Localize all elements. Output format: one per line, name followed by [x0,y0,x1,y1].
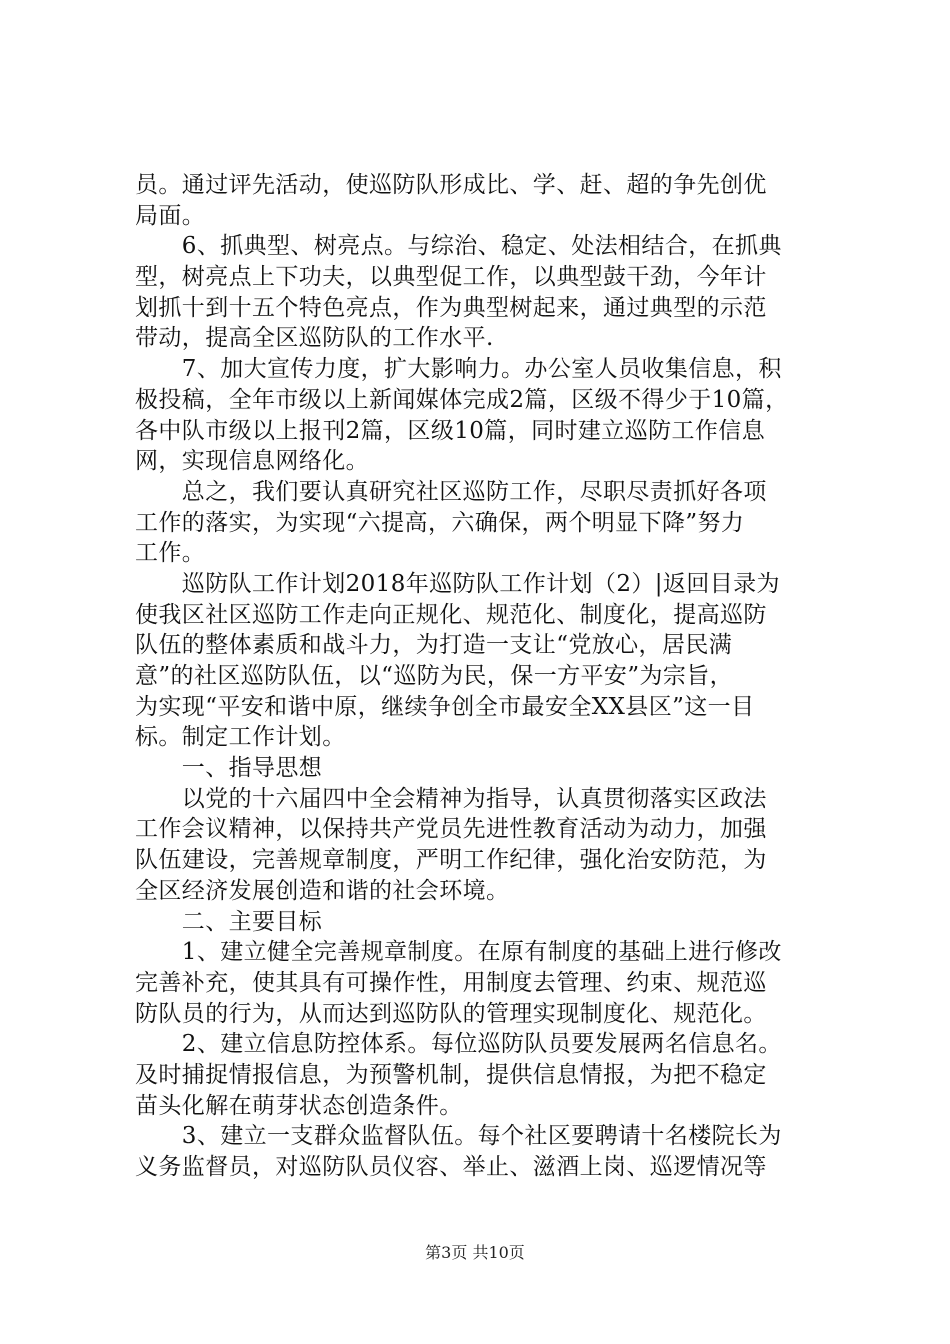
text-line: 带动，提高全区巡防队的工作水平. [135,325,494,352]
text-line: 全区经济发展创造和谐的社会环境。 [135,877,510,904]
text-line: 队伍的整体素质和战斗力，为打造一支让“党放心，居民满 [135,632,733,659]
text-line: 工作。 [135,540,206,567]
text-line: 苗头化解在萌芽状态创造条件。 [135,1092,463,1119]
text-line: 及时捕捉情报信息，为预警机制，提供信息情报，为把不稳定 [135,1061,767,1088]
text-line: 巡防队工作计划2018年巡防队工作计划（2）|返回目录为 [135,570,780,597]
text-line: 划抓十到十五个特色亮点，作为典型树起来，通过典型的示范 [135,294,767,321]
text-line: 意”的社区巡防队伍，以“巡防为民，保一方平安”为宗旨， [135,663,734,689]
text-line: 局面。 [135,202,206,229]
text-line: 极投稿，全年市级以上新闻媒体完成2篇，区级不得少于10篇， [135,386,789,413]
text-line: 使我区社区巡防工作走向正规化、规范化、制度化，提高巡防 [135,601,767,628]
section-heading: 一、指导思想 [135,755,323,782]
text-line: 1、建立健全完善规章制度。在原有制度的基础上进行修改 [135,939,782,966]
text-line: 员。通过评先活动，使巡防队形成比、学、赶、超的争先创优 [135,172,767,198]
section-heading: 二、主要目标 [135,908,323,935]
text-line: 义务监督员，对巡防队员仪容、举止、滋酒上岗、巡逻情况等 [135,1154,767,1180]
text-line: 为实现“平安和谐中原，继续争创全市最安全XX县区”这一目 [135,693,755,720]
text-line: 防队员的行为，从而达到巡防队的管理实现制度化、规范化。 [135,1000,767,1027]
text-line: 标。制定工作计划。 [135,724,346,751]
text-line: 2、建立信息防控体系。每位巡防队员要发展两名信息名。 [135,1031,782,1058]
text-line: 网，实现信息网络化。 [135,448,369,475]
text-line: 完善补充，使其具有可操作性，用制度去管理、约束、规范巡 [135,969,767,996]
text-line: 各中队市级以上报刊2篇，区级10篇，同时建立巡防工作信息 [135,417,766,444]
text-line: 型，树亮点上下功夫，以典型促工作，以典型鼓干劲，今年计 [135,264,767,291]
text-line: 以党的十六届四中全会精神为指导，认真贯彻落实区政法 [135,785,767,812]
text-line: 队伍建设，完善规章制度，严明工作纪律，强化治安防范，为 [135,847,767,874]
document-body [135,170,835,1183]
page-footer: 第3页 共10页 [425,1243,525,1262]
text-line: 工作的落实，为实现“六提高，六确保，两个明显下降”努力 [135,509,745,536]
text-line: 工作会议精神，以保持共产党员先进性教育活动为动力，加强 [135,816,767,843]
text-line: 6、抓典型、树亮点。与综治、稳定、处法相结合，在抓典 [135,233,782,260]
text-line: 7、加大宣传力度，扩大影响力。办公室人员收集信息，积 [135,356,782,383]
text-line: 总之，我们要认真研究社区巡防工作，尽职尽责抓好各项 [135,478,767,505]
text-line: 3、建立一支群众监督队伍。每个社区要聘请十名楼院长为 [135,1123,782,1150]
